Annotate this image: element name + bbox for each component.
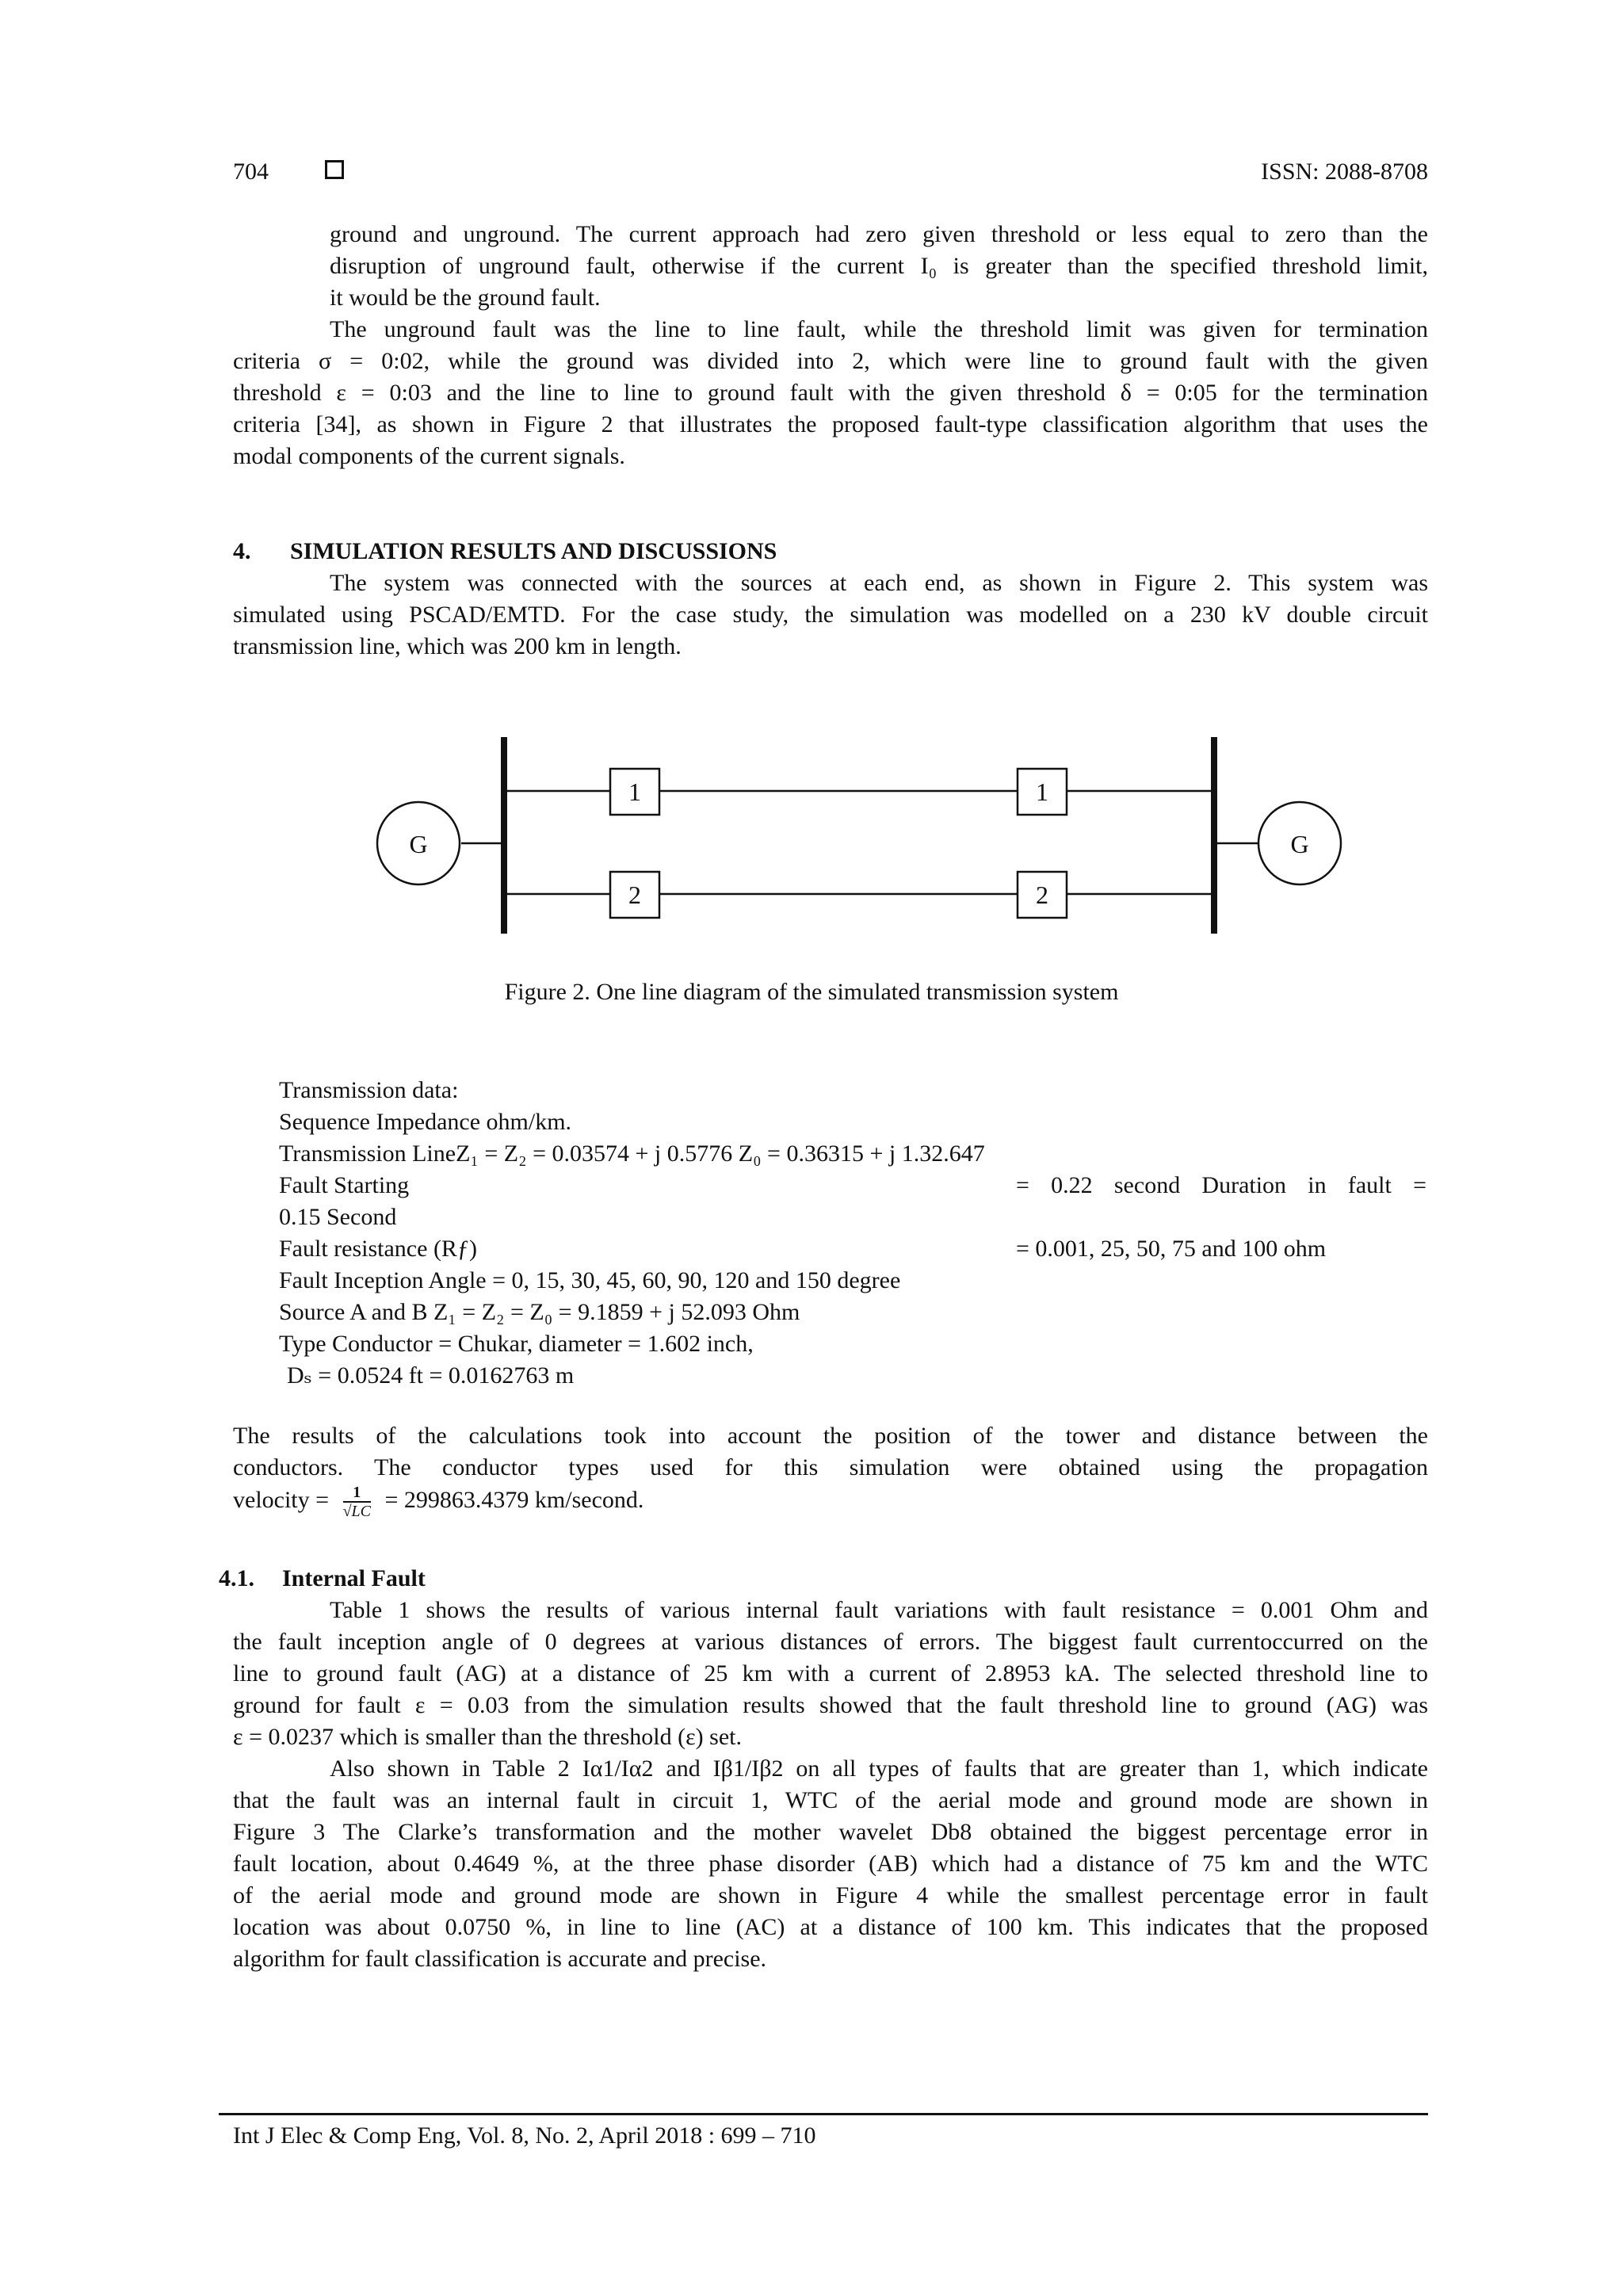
text-line: disruption of unground fault, otherwise if the current I₀ is greater than the specified threshold limit, bbox=[330, 253, 1428, 279]
one-line-diagram bbox=[365, 729, 1347, 943]
checkbox-square-icon bbox=[325, 160, 344, 179]
data-line: Type Conductor = Chukar, diameter = 1.602 inch, bbox=[279, 1331, 754, 1357]
data-line: Transmission LineZ₁ = Z₂ = 0.03574 + j 0.5776 Z₀ = 0.36315 + j 1.32.647 bbox=[279, 1140, 985, 1167]
breaker-1-left bbox=[610, 769, 659, 815]
text-line: fault location, about 0.4649 %, at the three phase disorder (AB) which had a distance of 75 km and the WTC bbox=[233, 1851, 1428, 1877]
velocity-fraction bbox=[343, 1484, 371, 1520]
data-line: Source A and B Z₁ = Z₂ = Z₀ = 9.1859 + j 52.093 Ohm bbox=[279, 1299, 800, 1325]
right-source-label: G bbox=[1290, 830, 1309, 858]
transmission-data bbox=[279, 1075, 1428, 1392]
text-line: ground and unground. The current approach had zero given threshold or less equal to zero than the bbox=[330, 221, 1428, 247]
velocity-prefix: velocity = bbox=[233, 1486, 330, 1513]
internal-fault-paragraph-2 bbox=[233, 1753, 1428, 1975]
data-heading: Transmission data: bbox=[279, 1077, 459, 1103]
subsection-title: Internal Fault bbox=[282, 1565, 426, 1591]
breaker-1-right bbox=[1018, 769, 1067, 815]
left-generator-icon bbox=[377, 802, 460, 884]
data-line bbox=[279, 1170, 1428, 1201]
text-line: transmission line, which was 200 km in length. bbox=[233, 633, 682, 659]
breaker-2-right bbox=[1018, 872, 1067, 918]
data-line: Dₛ = 0.0524 ft = 0.0162763 m bbox=[287, 1362, 575, 1389]
text-line: Also shown in Table 2 Iα1/Iα2 and Iβ1/Iβ2 on all types of faults that are greater than 1, which indicate bbox=[330, 1755, 1428, 1782]
fraction-denominator: √LC bbox=[342, 1503, 372, 1520]
text-line: modal components of the current signals. bbox=[233, 443, 625, 469]
text-line: criteria [34], as shown in Figure 2 that illustrates the proposed fault-type classification algorithm that uses the bbox=[233, 411, 1428, 437]
results-paragraph bbox=[233, 1420, 1428, 1525]
fault-start-label: Fault Starting bbox=[279, 1172, 410, 1198]
page-number: 704 bbox=[233, 159, 269, 185]
left-source-label: G bbox=[409, 830, 428, 858]
data-line: Sequence Impedance ohm/km. bbox=[279, 1109, 572, 1135]
text-line: location was about 0.0750 %, in line to line (AC) at a distance of 100 km. This indicates that the proposed bbox=[233, 1914, 1428, 1940]
svg-text:2: 2 bbox=[1036, 881, 1048, 909]
footer-citation: Int J Elec & Comp Eng, Vol. 8, No. 2, April 2018 : 699 – 710 bbox=[233, 2122, 816, 2149]
text-line: of the aerial mode and ground mode are shown in Figure 4 while the smallest percentage error in fault bbox=[233, 1882, 1428, 1908]
fault-resistance-label: Fault resistance (Rƒ) bbox=[279, 1236, 477, 1262]
figure-caption: Figure 2. One line diagram of the simulated transmission system bbox=[504, 979, 1119, 1005]
text-line: The unground fault was the line to line fault, while the threshold limit was given for termination bbox=[330, 316, 1428, 342]
svg-text:1: 1 bbox=[1036, 777, 1048, 806]
breaker-2-left bbox=[610, 872, 659, 918]
text-line: Figure 3 The Clarke’s transformation and the mother wavelet Db8 obtained the biggest percentage error in bbox=[233, 1819, 1428, 1845]
text-line: that the fault was an internal fault in circuit 1, WTC of the aerial mode and ground mode are shown in bbox=[233, 1787, 1428, 1813]
text-line: line to ground fault (AG) at a distance of 25 km with a current of 2.8953 kA. The selected threshold line to bbox=[233, 1660, 1428, 1687]
data-line bbox=[279, 1233, 1428, 1265]
text-line: threshold ε = 0:03 and the line to line to ground fault with the given threshold δ = 0:05 for the termination bbox=[233, 380, 1428, 406]
data-line: 0.15 Second bbox=[279, 1204, 397, 1230]
text-line: The system was connected with the sources at each end, as shown in Figure 2. This system was bbox=[330, 570, 1428, 596]
subsection-number: 4.1. bbox=[219, 1565, 254, 1591]
fault-start-value: = 0.22 second Duration in fault = bbox=[1016, 1172, 1426, 1198]
section-title: SIMULATION RESULTS AND DISCUSSIONS bbox=[290, 538, 777, 564]
data-line: Fault Inception Angle = 0, 15, 30, 45, 60, 90, 120 and 150 degree bbox=[279, 1267, 901, 1293]
text-line: conductors. The conductor types used for this simulation were obtained using the propagation bbox=[233, 1454, 1428, 1480]
text-line: it would be the ground fault. bbox=[330, 285, 601, 311]
fraction-numerator: 1 bbox=[343, 1484, 371, 1503]
text-line: criteria σ = 0:02, while the ground was divided into 2, which were line to ground fault with the given bbox=[233, 348, 1428, 374]
section-4-paragraph bbox=[233, 567, 1428, 663]
text-line: the fault inception angle of 0 degrees at various distances of errors. The biggest fault currentoccurred on the bbox=[233, 1629, 1428, 1655]
internal-fault-paragraph-1 bbox=[233, 1595, 1428, 1753]
right-generator-icon bbox=[1258, 802, 1341, 884]
text-line: ε = 0.0237 which is smaller than the threshold (ε) set. bbox=[233, 1724, 742, 1750]
paragraph-threshold bbox=[233, 314, 1428, 472]
velocity-suffix: = 299863.4379 km/second. bbox=[384, 1486, 644, 1513]
section-number: 4. bbox=[233, 538, 251, 564]
issn-label: ISSN: 2088-8708 bbox=[1261, 159, 1428, 185]
text-line: ground for fault ε = 0.03 from the simulation results showed that the fault threshold line to ground (AG) was bbox=[233, 1692, 1428, 1718]
text-line: The results of the calculations took into account the position of the tower and distance between the bbox=[233, 1423, 1428, 1449]
text-line: algorithm for fault classification is accurate and precise. bbox=[233, 1946, 767, 1972]
svg-text:1: 1 bbox=[628, 777, 641, 806]
svg-text:2: 2 bbox=[628, 881, 641, 909]
footer-rule bbox=[219, 2113, 1428, 2115]
velocity-line bbox=[233, 1484, 1428, 1525]
intro-paragraph bbox=[330, 219, 1428, 314]
text-line: simulated using PSCAD/EMTD. For the case study, the simulation was modelled on a 230 kV double circuit bbox=[233, 602, 1428, 628]
text-line: Table 1 shows the results of various internal fault variations with fault resistance = 0.001 Ohm and bbox=[330, 1597, 1428, 1623]
fault-resistance-value: = 0.001, 25, 50, 75 and 100 ohm bbox=[1016, 1236, 1327, 1262]
